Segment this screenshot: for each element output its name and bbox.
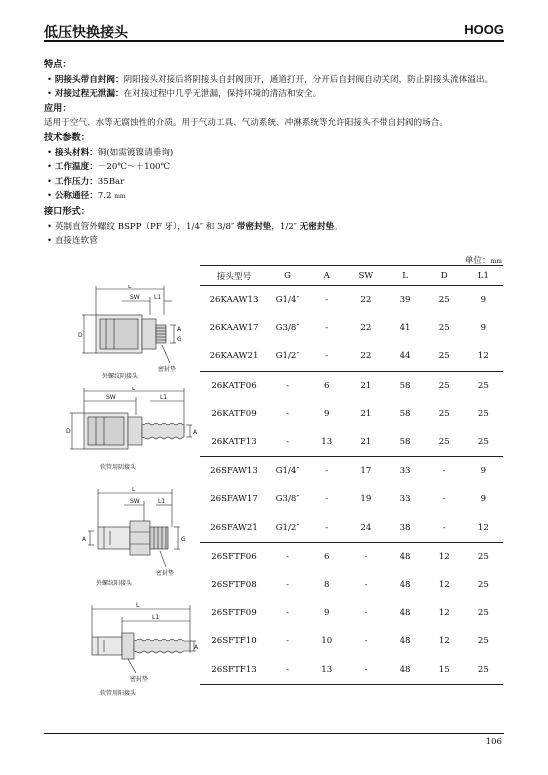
cell-model: 26KATF13	[211, 437, 257, 448]
cell-A: 9	[324, 408, 330, 419]
diagram4-caption: 软管用阳接头	[100, 690, 137, 697]
cell-D: 25	[425, 371, 464, 400]
cell-A: -	[325, 522, 329, 533]
diagram4-label-L: L	[136, 602, 140, 609]
tech-text-temperature: －20℃～＋100℃	[97, 162, 171, 173]
table-row	[200, 514, 503, 543]
cell-model: 26SFTF06	[200, 542, 268, 571]
diagram2-label-L: L	[132, 387, 136, 392]
cell-L1: 9	[480, 323, 487, 334]
cell-D: -	[442, 522, 446, 533]
cell-L1: 25	[464, 655, 503, 684]
diagram3-label-G: G	[181, 536, 186, 543]
cell-model: 26KAAW17	[209, 323, 259, 334]
diagram3-label-SW: SW	[130, 498, 140, 505]
cell-L1: 25	[464, 371, 503, 400]
diagram-male-hose	[44, 597, 200, 697]
tech-unit-mm: mm	[114, 193, 126, 201]
table-row	[200, 342, 503, 371]
table-row	[200, 314, 503, 342]
table-row	[200, 599, 503, 627]
diagram3-label-L: L	[132, 487, 136, 493]
table-row	[200, 485, 503, 513]
cell-model: 26SFAW13	[200, 457, 268, 486]
diagram2-caption: 软管用阴接头	[100, 464, 137, 471]
diagram1-label-G: G	[177, 336, 182, 343]
tech-item-material: • 接头材料：铜(如需镀镍请垂询)	[47, 147, 174, 158]
table-row	[200, 655, 503, 684]
cell-G: G1/4″	[275, 295, 300, 306]
cell-model: 26SFAW17	[210, 494, 258, 505]
header-rule	[44, 40, 504, 42]
col-header-A: A	[307, 266, 346, 286]
feature-item-1: • 阴接头带自封阀：阴阳接头对接后将阴接头自封阀顶开，通道打开，分开后自封阀自动关闭，防止阴接头流体溢出。	[47, 74, 494, 85]
table-row	[200, 457, 503, 486]
diagram-male-thread	[44, 487, 200, 587]
cell-model: 26KATF09	[211, 408, 257, 419]
cell-A: 13	[321, 437, 333, 448]
cell-SW: -	[346, 655, 385, 684]
cell-A: -	[325, 494, 329, 505]
diagram3-seal-label: 密封垫	[156, 570, 175, 577]
cell-L: 38	[399, 522, 411, 533]
cell-G: -	[268, 371, 307, 400]
cell-L1: 12	[477, 522, 489, 533]
intro-section	[44, 58, 514, 249]
application-heading: 应用：	[44, 102, 72, 114]
cell-G: G1/2″	[275, 522, 300, 533]
cell-L1: 12	[477, 351, 489, 362]
tech-text-material: 铜(如需镀镍请垂询)	[97, 147, 174, 158]
cell-model: 26SFAW21	[210, 522, 258, 533]
tech-text-pressure: 35Bar	[97, 176, 125, 187]
cell-L1: 25	[477, 579, 489, 590]
cell-G: -	[286, 636, 290, 647]
cell-L: 58	[385, 371, 424, 400]
diagram4-seal-label: 密封垫	[130, 676, 149, 683]
cell-SW: -	[364, 608, 368, 619]
technical-heading: 技术参数：	[44, 131, 90, 143]
col-header-D: D	[425, 266, 464, 286]
diagram-male-hose-drawing	[44, 597, 200, 697]
diagram3-label-A: A	[82, 536, 87, 543]
cell-L: 41	[399, 323, 411, 334]
cell-G: -	[286, 437, 290, 448]
diagram2-label-SW: SW	[106, 394, 116, 401]
cell-SW: -	[346, 542, 385, 571]
cell-G: G1/2″	[275, 351, 300, 362]
feature-item-2: • 对接过程无泄漏：在对接过程中几乎无泄漏，保持环境的清洁和安全。	[47, 89, 322, 100]
cell-A: 10	[321, 636, 333, 647]
cell-A: 6	[307, 371, 346, 400]
diagram1-caption: 外螺纹阴接头	[102, 373, 139, 380]
diagram-male-thread-drawing	[44, 487, 200, 587]
tech-item-temperature: • 工作温度：－20℃～＋100℃	[47, 162, 171, 173]
cell-D: 15	[425, 655, 464, 684]
diagram-column	[44, 265, 200, 704]
cell-G: -	[268, 542, 307, 571]
cell-SW: -	[364, 636, 368, 647]
feature-text-1: 阴阳接头对接后将阴接头自封阀顶开，通道打开，分开后自封阀自动关闭，防止阴接头流体溢出。	[123, 74, 494, 85]
col-header-model: 接头型号	[200, 266, 268, 286]
cell-L: 44	[399, 351, 411, 362]
cell-L: 33	[385, 457, 424, 486]
cell-L: 48	[399, 608, 411, 619]
diagram1-label-SW: SW	[130, 294, 140, 301]
interface-line1-bold1: 带密封垫	[236, 221, 272, 232]
cell-D: 12	[438, 579, 450, 590]
tech-term-temperature: 工作温度：	[54, 162, 98, 173]
col-header-SW: SW	[346, 266, 385, 286]
page-title: 低压快换接头	[44, 25, 128, 41]
spec-table	[200, 265, 503, 685]
cell-G: G1/4″	[268, 457, 307, 486]
cell-A: 8	[324, 579, 330, 590]
cell-D: 12	[438, 636, 450, 647]
table-row	[200, 286, 503, 315]
col-header-L: L	[385, 266, 424, 286]
table-row	[200, 542, 503, 571]
interface-line2: 直接连软管	[54, 236, 98, 247]
cell-D: -	[442, 494, 446, 505]
diagram1-seal-label: 密封垫	[158, 366, 177, 373]
cell-SW: 19	[360, 494, 372, 505]
cell-L1: 25	[477, 408, 489, 419]
cell-SW: -	[364, 579, 368, 590]
diagram2-label-A: A	[193, 429, 198, 436]
interface-item-1: • 英制直管外螺纹 BSPP（PF 牙），1/4″ 和 3/8″ 带密封垫，1/2″ 无密封垫。	[47, 221, 343, 232]
cell-SW: 22	[360, 323, 372, 334]
cell-L: 58	[399, 408, 411, 419]
cell-G: -	[268, 655, 307, 684]
diagram4-label-L1: L1	[152, 614, 160, 621]
cell-G: -	[286, 579, 290, 590]
unit-value: mm	[490, 258, 502, 265]
application-text: 适用于空气、水等无腐蚀性的介质。用于气动工具、气动系统、冲淋系统等允许阳接头不带自封阀的场合。	[44, 118, 448, 129]
table-row	[200, 428, 503, 457]
cell-A: -	[307, 457, 346, 486]
diagram1-label-A: A	[177, 326, 182, 333]
diagram2-label-L1: L1	[160, 394, 168, 401]
table-row	[200, 627, 503, 655]
cell-model: 26SFTF10	[211, 636, 257, 647]
cell-L1: 25	[464, 542, 503, 571]
cell-G: -	[286, 608, 290, 619]
cell-L1: 25	[477, 437, 489, 448]
table-row	[200, 571, 503, 599]
cell-L: 48	[399, 579, 411, 590]
cell-SW: 17	[346, 457, 385, 486]
cell-SW: 22	[360, 295, 372, 306]
diagram2-label-D: D	[66, 428, 71, 435]
interface-line1-bold2: 无密封垫	[299, 221, 335, 232]
cell-L: 33	[399, 494, 411, 505]
diagram1-label-D: D	[78, 332, 83, 339]
diagram-female-hose-drawing	[44, 387, 200, 477]
diagram-female-thread	[44, 285, 200, 380]
feature-term-2: 对接过程无泄漏：	[54, 89, 124, 100]
features-heading: 特点：	[44, 59, 72, 70]
cell-D: 25	[438, 323, 450, 334]
tech-term-bore: 公称通径：	[54, 191, 98, 202]
tech-term-pressure: 工作压力：	[54, 176, 98, 187]
diagram4-label-A: A	[194, 644, 199, 651]
diagram-female-hose	[44, 387, 200, 477]
cell-A: 13	[307, 655, 346, 684]
feature-text-2: 在对接过程中几乎无泄漏，保持环境的清洁和安全。	[123, 89, 322, 100]
diagram1-label-L: L	[128, 285, 132, 290]
col-header-G: G	[268, 266, 307, 286]
cell-A: 9	[324, 608, 330, 619]
tech-item-bore: • 公称通径：7.2 mm	[47, 191, 126, 202]
cell-L1: 9	[464, 457, 503, 486]
cell-SW: 21	[360, 408, 372, 419]
unit-label: 单位：	[464, 256, 491, 266]
cell-model: 26KAAW21	[209, 351, 259, 362]
cell-A: -	[325, 295, 329, 306]
cell-A: -	[325, 323, 329, 334]
table-row	[200, 400, 503, 428]
cell-D: 25	[438, 437, 450, 448]
tech-term-material: 接头材料：	[54, 147, 98, 158]
diagram1-label-L1: L1	[154, 294, 162, 301]
cell-A: 6	[307, 542, 346, 571]
brand-name: HOOG	[464, 22, 504, 37]
tech-text-bore: 7.2	[97, 191, 112, 202]
cell-G: G3/8″	[275, 323, 300, 334]
table-row	[200, 371, 503, 400]
interface-line1-mid: ，1/2″	[271, 221, 300, 232]
cell-L: 48	[385, 655, 424, 684]
interface-heading: 接口形式：	[44, 205, 90, 217]
cell-L1: 9	[480, 295, 487, 306]
cell-L: 39	[399, 295, 411, 306]
cell-D: 12	[425, 542, 464, 571]
tech-item-pressure: • 工作压力：35Bar	[47, 176, 125, 187]
cell-G: -	[286, 408, 290, 419]
cell-L: 58	[399, 437, 411, 448]
interface-item-2: • 直接连软管	[47, 236, 98, 247]
cell-SW: 24	[360, 522, 372, 533]
cell-model: 26KAAW13	[209, 295, 259, 306]
interface-line1-suffix: 。	[334, 221, 343, 232]
cell-L: 48	[399, 636, 411, 647]
cell-D: 25	[438, 295, 450, 306]
page-number: 106	[485, 737, 502, 747]
cell-model: 26KATF06	[200, 371, 268, 400]
diagram3-caption: 外螺纹阳接头	[96, 580, 133, 587]
footer-rule	[44, 733, 504, 734]
cell-L1: 25	[477, 636, 489, 647]
cell-model: 26SFTF13	[200, 655, 268, 684]
cell-L1: 9	[480, 494, 487, 505]
cell-D: -	[425, 457, 464, 486]
cell-L1: 25	[477, 608, 489, 619]
col-header-L1: L1	[464, 266, 503, 286]
cell-D: 25	[438, 351, 450, 362]
feature-term-1: 阴接头带自封阀：	[54, 74, 124, 85]
cell-D: 25	[438, 408, 450, 419]
cell-SW: 21	[360, 437, 372, 448]
interface-line1-prefix: 英制直管外螺纹 BSPP（PF 牙），1/4″ 和 3/8″	[54, 221, 237, 232]
cell-G: G3/8″	[275, 494, 300, 505]
cell-D: 12	[438, 608, 450, 619]
cell-SW: 22	[360, 351, 372, 362]
cell-model: 26SFTF09	[211, 608, 257, 619]
cell-A: -	[325, 351, 329, 362]
table-header-row	[200, 266, 503, 286]
cell-L: 48	[385, 542, 424, 571]
cell-model: 26SFTF08	[211, 579, 257, 590]
cell-SW: 21	[346, 371, 385, 400]
diagram3-label-L1: L1	[158, 498, 166, 505]
diagram-female-thread-drawing	[44, 285, 200, 380]
